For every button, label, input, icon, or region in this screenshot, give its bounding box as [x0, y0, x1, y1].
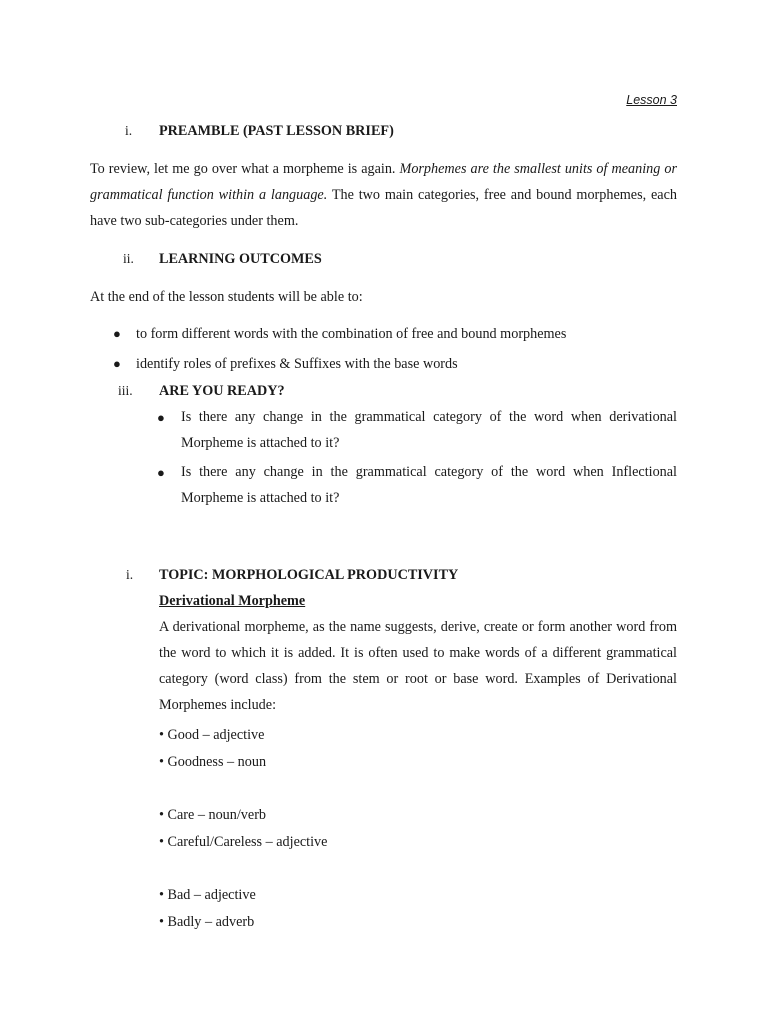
question-item: Is there any change in the grammatical category of the word when Inflectional Morpheme is attached to it? [181, 464, 677, 506]
preamble-text-end: The two main categories, free and bound morphemes, each have two sub-categories under them. [90, 187, 677, 229]
example-item: • Bad – adjective [159, 887, 256, 903]
bullet-icon: ● [157, 465, 165, 480]
section-numeral: i. [125, 123, 133, 138]
bullet-icon: ● [157, 410, 165, 425]
question-item: Is there any change in the grammatical category of the word when derivational Morpheme is attached to it? [181, 409, 677, 451]
preamble-paragraph [90, 156, 677, 234]
section-numeral: ii. [123, 251, 134, 266]
bullet-icon: ● [113, 356, 121, 371]
example-item: • Good – adjective [159, 727, 265, 743]
section-heading-outcomes: LEARNING OUTCOMES [159, 251, 322, 267]
section-heading-preamble: PREAMBLE (PAST LESSON BRIEF) [159, 123, 394, 139]
derivational-paragraph: A derivational morpheme, as the name suggests, derive, create or form another word from the word to which it is added. It is often used to make words of a different grammatical category (word class) from the stem or root or base word. Examples of Derivational Morphemes include: [159, 619, 677, 713]
lesson-label: Lesson 3 [626, 93, 677, 107]
example-item: • Care – noun/verb [159, 807, 267, 823]
section-heading-topic: TOPIC: MORPHOLOGICAL PRODUCTIVITY [159, 567, 459, 583]
morpheme-definition: Morphemes are the smallest units of meaning or grammatical function within a language. [90, 161, 678, 203]
section-heading-ready: ARE YOU READY? [159, 383, 285, 399]
preamble-text: To review, let me go over what a morpheme is again. [90, 161, 396, 177]
outcome-item: identify roles of prefixes & Suffixes with the base words [136, 356, 458, 372]
example-item: • Badly – adverb [159, 914, 255, 930]
example-item: • Careful/Careless – adjective [159, 834, 328, 850]
bullet-icon: ● [113, 326, 121, 341]
example-item: • Goodness – noun [159, 754, 267, 770]
outcome-item: to form different words with the combination of free and bound morphemes [136, 326, 567, 342]
outcomes-intro: At the end of the lesson students will be able to: [90, 289, 363, 305]
subheading-derivational: Derivational Morpheme [159, 593, 306, 609]
section-numeral: i. [126, 567, 134, 582]
section-numeral: iii. [118, 383, 133, 398]
